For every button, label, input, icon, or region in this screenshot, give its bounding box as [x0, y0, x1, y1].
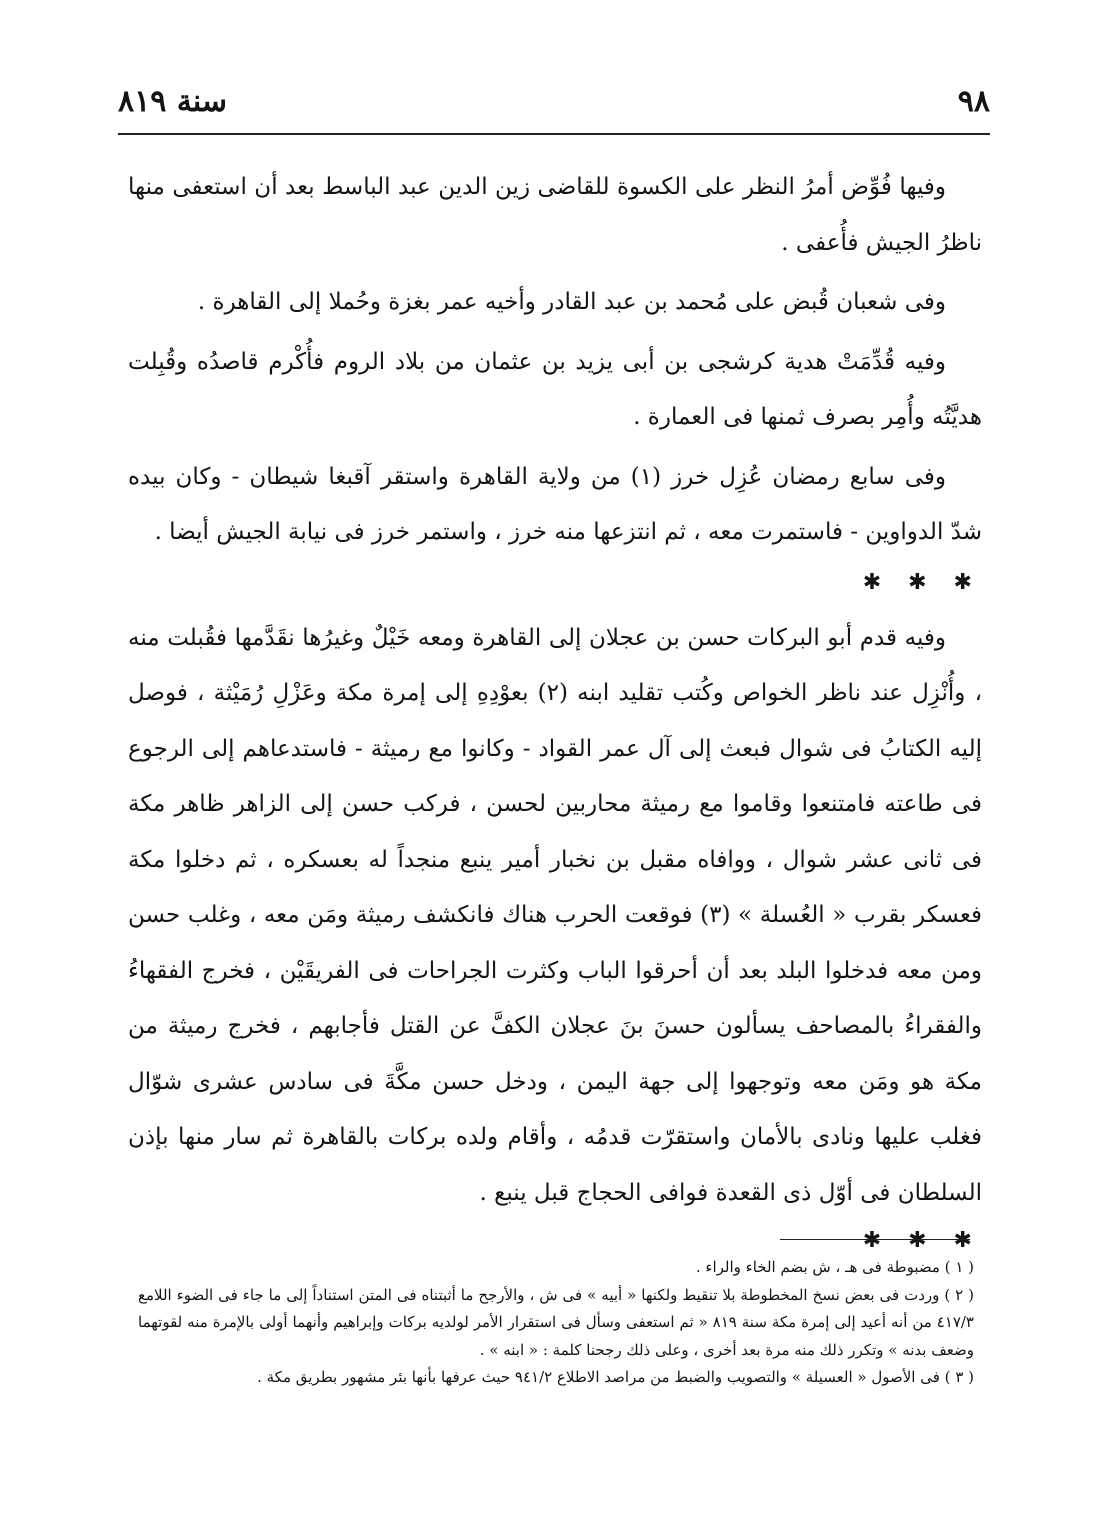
- section-separator: ✱ ✱ ✱: [862, 1228, 982, 1253]
- running-title: سنة ٨١٩: [118, 84, 228, 119]
- footnote: ( ٢ ) وردت فى بعض نسخ المخطوطة بلا تنقيط ولكنها « أبيه » فى ش ، والأرجح ما أثبتناه فى المتن استناداً إلى ما جاء فى الضوء اللامع ٤١٧/٣ من أنه أعيد إلى إمرة مكة سنة ٨١٩ « ثم استعفى وسأل فى استقرار الأمر لولديه بركات وإبراهيم وأنهما أولى بالإمرة منه لقوتهما وضعف بدنه » وتكرر ذلك منه مرة بعد أخرى ، وعلى ذلك رجحنا كلمة : « ابنه » .: [138, 1285, 974, 1359]
- footnote-rule: [780, 1239, 970, 1240]
- paragraph: وفيها فُوِّض أمرُ النظر على الكسوة للقاضى زين الدين عبد الباسط بعد أن استعفى منها ناظرُ الجيش فأُعفى .: [128, 174, 982, 256]
- page-header: [118, 78, 990, 128]
- footnote: ( ١ ) مضبوطة فى هـ ، ش بضم الخاء والراء .: [695, 1258, 974, 1276]
- footnote: ( ٣ ) فى الأصول « العسيلة » والتصويب والضبط من مراصد الاطلاع ٩٤١/٢ حيث عرفها بأنها بئر مشهور بطريق مكة .: [257, 1368, 974, 1386]
- paragraph: وفى شعبان قُبض على مُحمد بن عبد القادر وأخيه عمر بغزة وحُملا إلى القاهرة .: [197, 289, 946, 315]
- paragraph: وفيه قدم أبو البركات حسن بن عجلان إلى القاهرة ومعه خَيْلٌ وغيرُها نقَدَّمها فقُبلت منه ، وأُنْزِل عند ناظر الخواص وكُتب تقليد ابنه (٢) بعوْدِهِ إلى إمرة مكة وعَزْلِ رُمَيْثة ، فوصل إليه الكتابُ فى شوال فبعث إلى آل عمر القواد - وكانوا مع رميثة - فاستدعاهم إلى الرجوع فى طاعته فامتنعوا وقاموا مع رميثة محاربين لحسن ، فركب حسن إلى الزاهر ظاهر مكة فى ثانى عشر شوال ، ووافاه مقبل بن نخبار أمير ينبع منجداً له بعسكره ، ثم دخلوا مكة فعسكر بقرب « العُسلة » (٣) فوقعت الحرب هناك فانكشف رميثة ومَن معه ، وغلب حسن ومن معه فدخلوا البلد بعد أن أحرقوا الباب وكثرت الجراحات فى الفريقَيْن ، فخرج الفقهاءُ والفقراءُ بالمصاحف يسألون حسنَ بنَ عجلان الكفَّ عن القتل فأجابهم ، فخرج رميثة من مكة هو ومَن معه وتوجهوا إلى جهة اليمن ، ودخل حسن مكَّةَ فى سادس عشرى شوّال فغلب عليها ونادى بالأمان واستقرّت قدمُه ، وأقام ولده بركات بالقاهرة ثم سار منها بإذن السلطان فى أوّل ذى القعدة فوافى الحجاج قبل ينبع .: [128, 624, 982, 1206]
- header-rule: [118, 133, 990, 135]
- main-text: [128, 160, 982, 1269]
- section-separator: ✱ ✱ ✱: [862, 569, 982, 595]
- footnotes: [138, 1254, 974, 1392]
- paragraph: وفيه قُدِّمَتْ هدية كرشجى بن أبى يزيد بن عثمان من بلاد الروم فأُكْرم قاصدُه وقُبِلت هديَّتُه وأُمِر بصرف ثمنها فى العمارة .: [128, 348, 982, 430]
- paragraph: وفى سابع رمضان عُزِل خرز (١) من ولاية القاهرة واستقر آقبغا شيطان - وكان بيده شدّ الدواوين - فاستمرت معه ، ثم انتزعها منه خرز ، واستمر خرز فى نيابة الجيش أيضا .: [128, 463, 982, 545]
- page-number: ٩٨: [957, 84, 990, 119]
